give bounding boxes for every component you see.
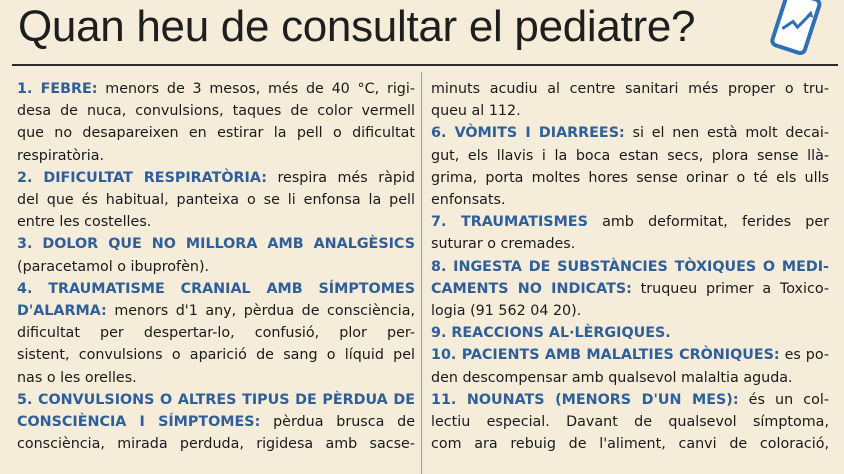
list-item — [431, 389, 829, 456]
text-line: queu al 112. — [431, 103, 521, 120]
column-divider — [421, 72, 422, 474]
text-line: gut, els llavis i la boca estan secs, plora sense llà- — [431, 147, 829, 164]
list-item — [431, 322, 829, 344]
item-heading-continued: CAMENTS NO INDICATS: — [431, 280, 632, 297]
text-line — [17, 389, 415, 411]
text-line: 11. NOUNATS (MENORS D'UN MES): és un col- — [431, 391, 829, 408]
item-heading: 5. CONVULSIONS O ALTRES TIPUS DE PÈRDUA DE — [17, 391, 415, 408]
text-line: consciència, mirada perduda, rigidesa amb sacse- — [17, 436, 415, 453]
text-line: que no desapareixen en estirar la pell o dificultat — [17, 125, 415, 142]
text-line: minuts acudiu al centre sanitari més proper o tru- — [431, 81, 829, 97]
text-line: desa de nuca, convulsions, taques de color vermell — [17, 103, 415, 120]
item-heading: 11. NOUNATS (MENORS D'UN MES): — [431, 391, 739, 408]
text-line: CONSCIÈNCIA I SÍMPTOMES: pèrdua brusca de — [17, 414, 415, 431]
text-line: den descompensar amb qualsevol malaltia aguda. — [431, 369, 793, 386]
item-heading: 7. TRAUMATISMES — [431, 214, 588, 231]
list-item — [431, 122, 829, 211]
list-item — [17, 78, 415, 167]
text-line: com ara rebuig de l'aliment, canvi de coloració, — [431, 436, 829, 453]
item-heading-continued: CONSCIÈNCIA I SÍMPTOMES: — [17, 414, 261, 431]
text-line: del que és habitual, panteixa o se li enfonsa la pell — [17, 192, 415, 209]
text-line — [17, 278, 415, 300]
text-line: nas o les orelles. — [17, 369, 137, 386]
list-item — [17, 278, 415, 389]
text-line: 6. VÒMITS I DIARREES: si el nen està molt decai- — [431, 125, 829, 142]
text-line: grima, porta moltes hores sense orinar o té els ulls — [431, 169, 829, 186]
item-heading: 1. FEBRE: — [17, 81, 98, 97]
text-line: lectiu especial. Davant de qualsevol símptoma, — [431, 414, 829, 431]
item-heading: 2. DIFICULTAT RESPIRATÒRIA: — [17, 169, 267, 186]
text-line — [431, 322, 829, 344]
text-line: CAMENTS NO INDICATS: truqueu primer a Toxico- — [431, 280, 829, 297]
text-line: D'ALARMA: menors d'1 any, pèrdua de consciència, — [17, 303, 415, 320]
text-line: 10. PACIENTS AMB MALALTIES CRÒNIQUES: es po- — [431, 347, 829, 364]
text-line — [17, 233, 415, 255]
text-line — [431, 256, 829, 278]
text-line: (paracetamol o ibuprofèn). — [17, 258, 210, 275]
list-item — [431, 78, 829, 122]
right-column — [431, 78, 829, 455]
text-line: suturar o cremades. — [431, 236, 576, 253]
text-line: respiratòria. — [17, 147, 105, 164]
text-line: entre les costelles. — [17, 214, 152, 231]
page-title: Quan heu de consultar el pediatre? — [18, 2, 696, 51]
item-heading-continued: D'ALARMA: — [17, 303, 107, 320]
item-heading: 8. INGESTA DE SUBSTÀNCIES TÒXIQUES O MEDI- — [431, 258, 829, 275]
list-item — [431, 344, 829, 388]
list-item — [17, 389, 415, 456]
item-heading: 4. TRAUMATISME CRANIAL AMB SÍMPTOMES — [17, 280, 415, 297]
list-item — [17, 167, 415, 234]
item-heading: 3. DOLOR QUE NO MILLORA AMB ANALGÈSICS — [17, 236, 415, 253]
item-heading: 10. PACIENTS AMB MALALTIES CRÒNIQUES: — [431, 347, 780, 364]
list-item — [17, 233, 415, 277]
text-line: 1. FEBRE: menors de 3 mesos, més de 40 °C, rigi- — [17, 81, 415, 97]
text-line: enfonsats. — [431, 192, 506, 209]
text-line: dificultat per despertar-lo, confusió, plor per- — [17, 325, 415, 342]
text-line: 2. DIFICULTAT RESPIRATÒRIA: respira més ràpid — [17, 169, 415, 186]
text-line: sistent, convulsions o aparició de sang o líquid pel — [17, 347, 415, 364]
list-item — [431, 211, 829, 255]
item-heading: 6. VÒMITS I DIARREES: — [431, 125, 625, 142]
phone-chart-icon — [752, 0, 836, 58]
left-column — [17, 78, 415, 455]
title-rule — [12, 64, 838, 66]
text-line: logia (91 562 04 20). — [431, 303, 582, 320]
text-line: 7. TRAUMATISMES amb deformitat, ferides per — [431, 214, 829, 231]
item-heading: 9. REACCIONS AL·LÈRGIQUES. — [431, 325, 671, 342]
list-item — [431, 256, 829, 323]
